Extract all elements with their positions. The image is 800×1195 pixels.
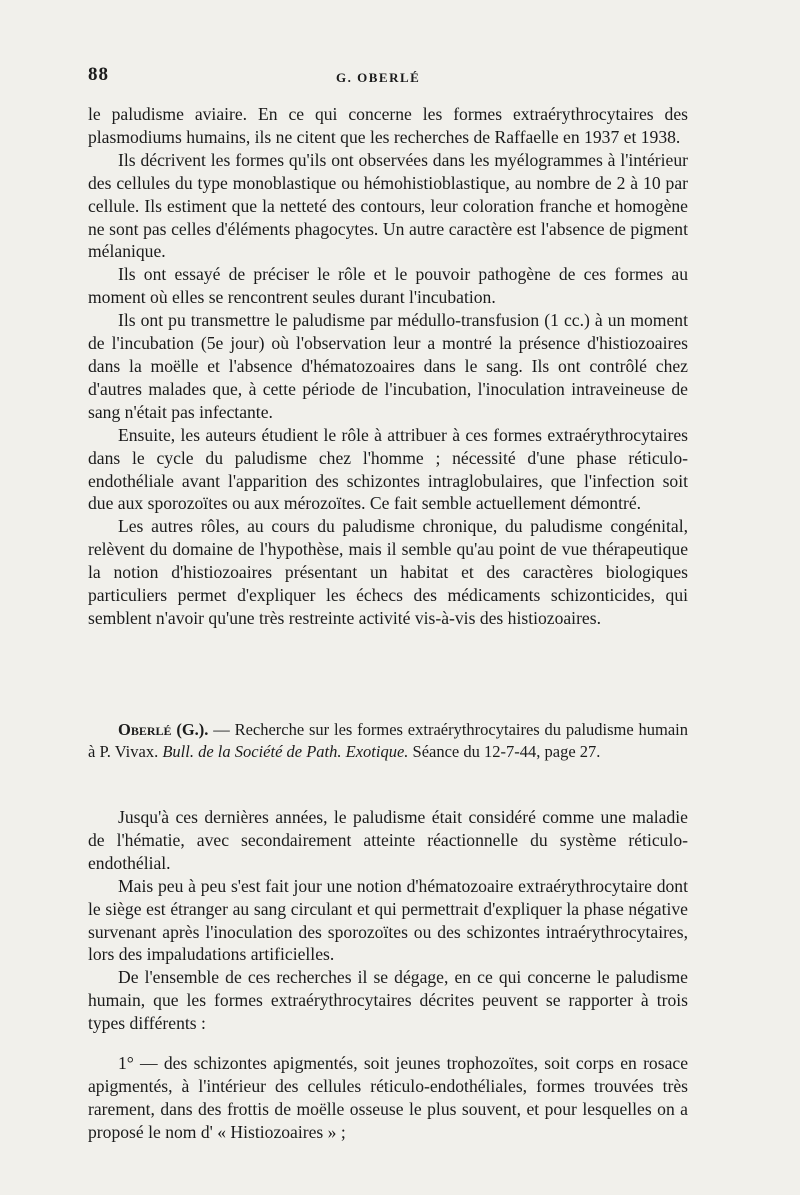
paragraph: Ils ont essayé de préciser le rôle et le pouvoir pathogène de ces formes au moment où elles se rencontrent seules durant l'incubation.: [88, 264, 688, 308]
paragraph: Mais peu à peu s'est fait jour une notion d'hématozoaire extraérythrocytaire dont le siège est étranger au sang circulant et qui permettrait d'expliquer la phase négative survenant après l'inoculation des sporozoïtes ou des schizontes intraérythrocytaires, lors des impaludations artificielles.: [88, 875, 688, 965]
body-text-section: [88, 103, 688, 630]
reference-session: Séance du 12-7-44, page 27.: [408, 742, 601, 762]
list-item: 1° — des schizontes apigmentés, soit jeunes trophozoïtes, soit corps en rosace apigmentés, à l'intérieur des cellules réticulo-endothéliales, formes trouvées très rarement, dans des frottis de moëlle osseuse le plus souvent, et pour lesquelles on a proposé le nom d' « Histiozoaires » ;: [88, 1053, 688, 1142]
reference-journal: Bull. de la Société de Path. Exotique.: [162, 742, 409, 762]
bibliographic-reference: [88, 719, 688, 763]
paragraph: De l'ensemble de ces recherches il se dégage, en ce qui concerne le paludisme humain, que les formes extraérythrocytaires décrites peuvent se rapporter à trois types différents :: [88, 967, 688, 1034]
paragraph: Ils décrivent les formes qu'ils ont observées dans les myélogrammes à l'intérieur des cellules du type monoblastique ou hémohistioblastique, au nombre de 2 à 10 par cellule. Ils estiment que la netteté des contours, leur coloration franche et homogène ne sont pas celles d'éléments phagocytes. Un autre caractère est l'absence de pigment mélanique.: [88, 149, 688, 262]
paragraph: Les autres rôles, au cours du paludisme chronique, du paludisme congénital, relèvent du domaine de l'hypothèse, mais il semble qu'au point de vue thérapeutique la notion d'histiozoaires présentant un habitat et des caractères biologiques particuliers permet d'expliquer les échecs des médicaments schizonticides, qui semblent n'avoir qu'une très restreinte activité vis-à-vis des histiozoaires.: [88, 516, 688, 628]
reference-author: Oberlé (G.).: [118, 720, 209, 739]
paragraph: Ils ont pu transmettre le paludisme par médullo-transfusion (1 cc.) à un moment de l'incubation (5e jour) où l'observation leur a montré la présence d'histiozoaires dans la moëlle et l'absence d'hématozoaires dans le sang. Ils ont contrôlé chez d'autres malades que, à cette période de l'incubation, l'inoculation intraveineuse de sang n'était pas infectante.: [88, 310, 688, 422]
running-head: G. OBERLÉ: [336, 70, 421, 85]
paragraph: Jusqu'à ces dernières années, le paludisme était considéré comme une maladie de l'hématie, avec secondairement atteinte réactionnelle du système réticulo-endothélial.: [88, 807, 688, 873]
abstract-body: [88, 806, 688, 1144]
page-header: [88, 64, 688, 88]
paragraph: le paludisme aviaire. En ce qui concerne les formes extraérythrocytaires des plasmodiums humains, ils ne citent que les recherches de Raffaelle en 1937 et 1938.: [88, 104, 688, 147]
paragraph: Ensuite, les auteurs étudient le rôle à attribuer à ces formes extraérythrocytaires dans le cycle du paludisme chez l'homme ; nécessité d'une phase réticulo-endothéliale avant l'apparition des schizontes intraglobulaires, que l'infection soit due aux sporozoïtes ou aux mérozoïtes. Ce fait semble actuellement démontré.: [88, 424, 688, 514]
page-number: 88: [88, 64, 109, 85]
reference-title: — Recherche sur les formes extraérythrocytaires du paludisme humain à P. Vivax.: [88, 720, 689, 762]
